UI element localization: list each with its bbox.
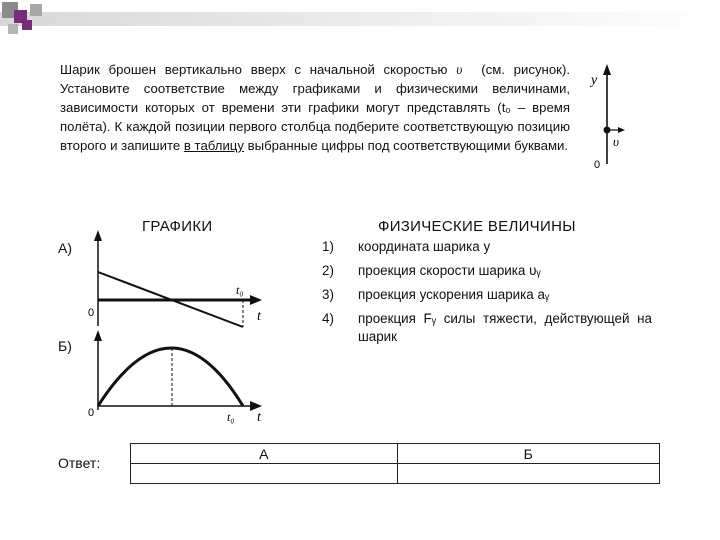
graph-a-t-arrowhead <box>250 295 262 305</box>
graph-b-t0-label: t₀ <box>227 410 235 424</box>
graph-b-y-arrowhead <box>94 330 102 341</box>
slide-decoration <box>0 0 720 40</box>
y-axis-arrowhead <box>603 64 611 75</box>
velocity-arrowhead <box>618 127 625 133</box>
answer-label: Ответ: <box>58 455 101 471</box>
graphs-heading: ГРАФИКИ <box>142 218 213 235</box>
graph-a-label: А) <box>58 240 72 256</box>
graph-a-y-arrowhead <box>94 230 102 241</box>
answer-table <box>130 443 660 484</box>
graph-a-t0-label: t₀ <box>236 283 244 297</box>
sketch-y-label: y <box>591 73 598 88</box>
throw-sketch <box>585 62 635 182</box>
quantity-item-4: 4) проекция Fᵧ силы тяжести, действующей на шарик <box>322 311 652 344</box>
graph-b-origin-label: 0 <box>88 407 95 419</box>
graph-a-t-label: t <box>257 309 261 324</box>
sketch-velocity-label: υ <box>613 134 619 149</box>
quantities-heading: ФИЗИЧЕСКИЕ ВЕЛИЧИНЫ <box>378 218 576 235</box>
answer-header-a: А <box>131 444 398 464</box>
graph-a <box>80 226 280 336</box>
problem-text: Шарик брошен вертикально вверх с начальной скоростью υ⃗ (см. рисунок). Установите соответствие между графиками и физическими величинами, зависимости которых от времени эти графики могут представлять (t₀ – время полёта). К каждой позиции первого столбца подберите соответствующую позицию второго и запишите в таблицу выбранные цифры под соответствующими буквами. <box>60 62 570 153</box>
graph-b <box>80 326 280 430</box>
graph-a-origin-label: 0 <box>88 307 95 319</box>
graph-b-label: Б) <box>58 338 72 354</box>
answer-header-b: Б <box>397 444 660 464</box>
sketch-origin-label: 0 <box>594 159 601 171</box>
graph-b-t-label: t <box>257 410 261 425</box>
answer-cell-b[interactable] <box>397 464 660 484</box>
graph-b-curve <box>98 348 243 406</box>
answer-cell-a[interactable] <box>131 464 398 484</box>
